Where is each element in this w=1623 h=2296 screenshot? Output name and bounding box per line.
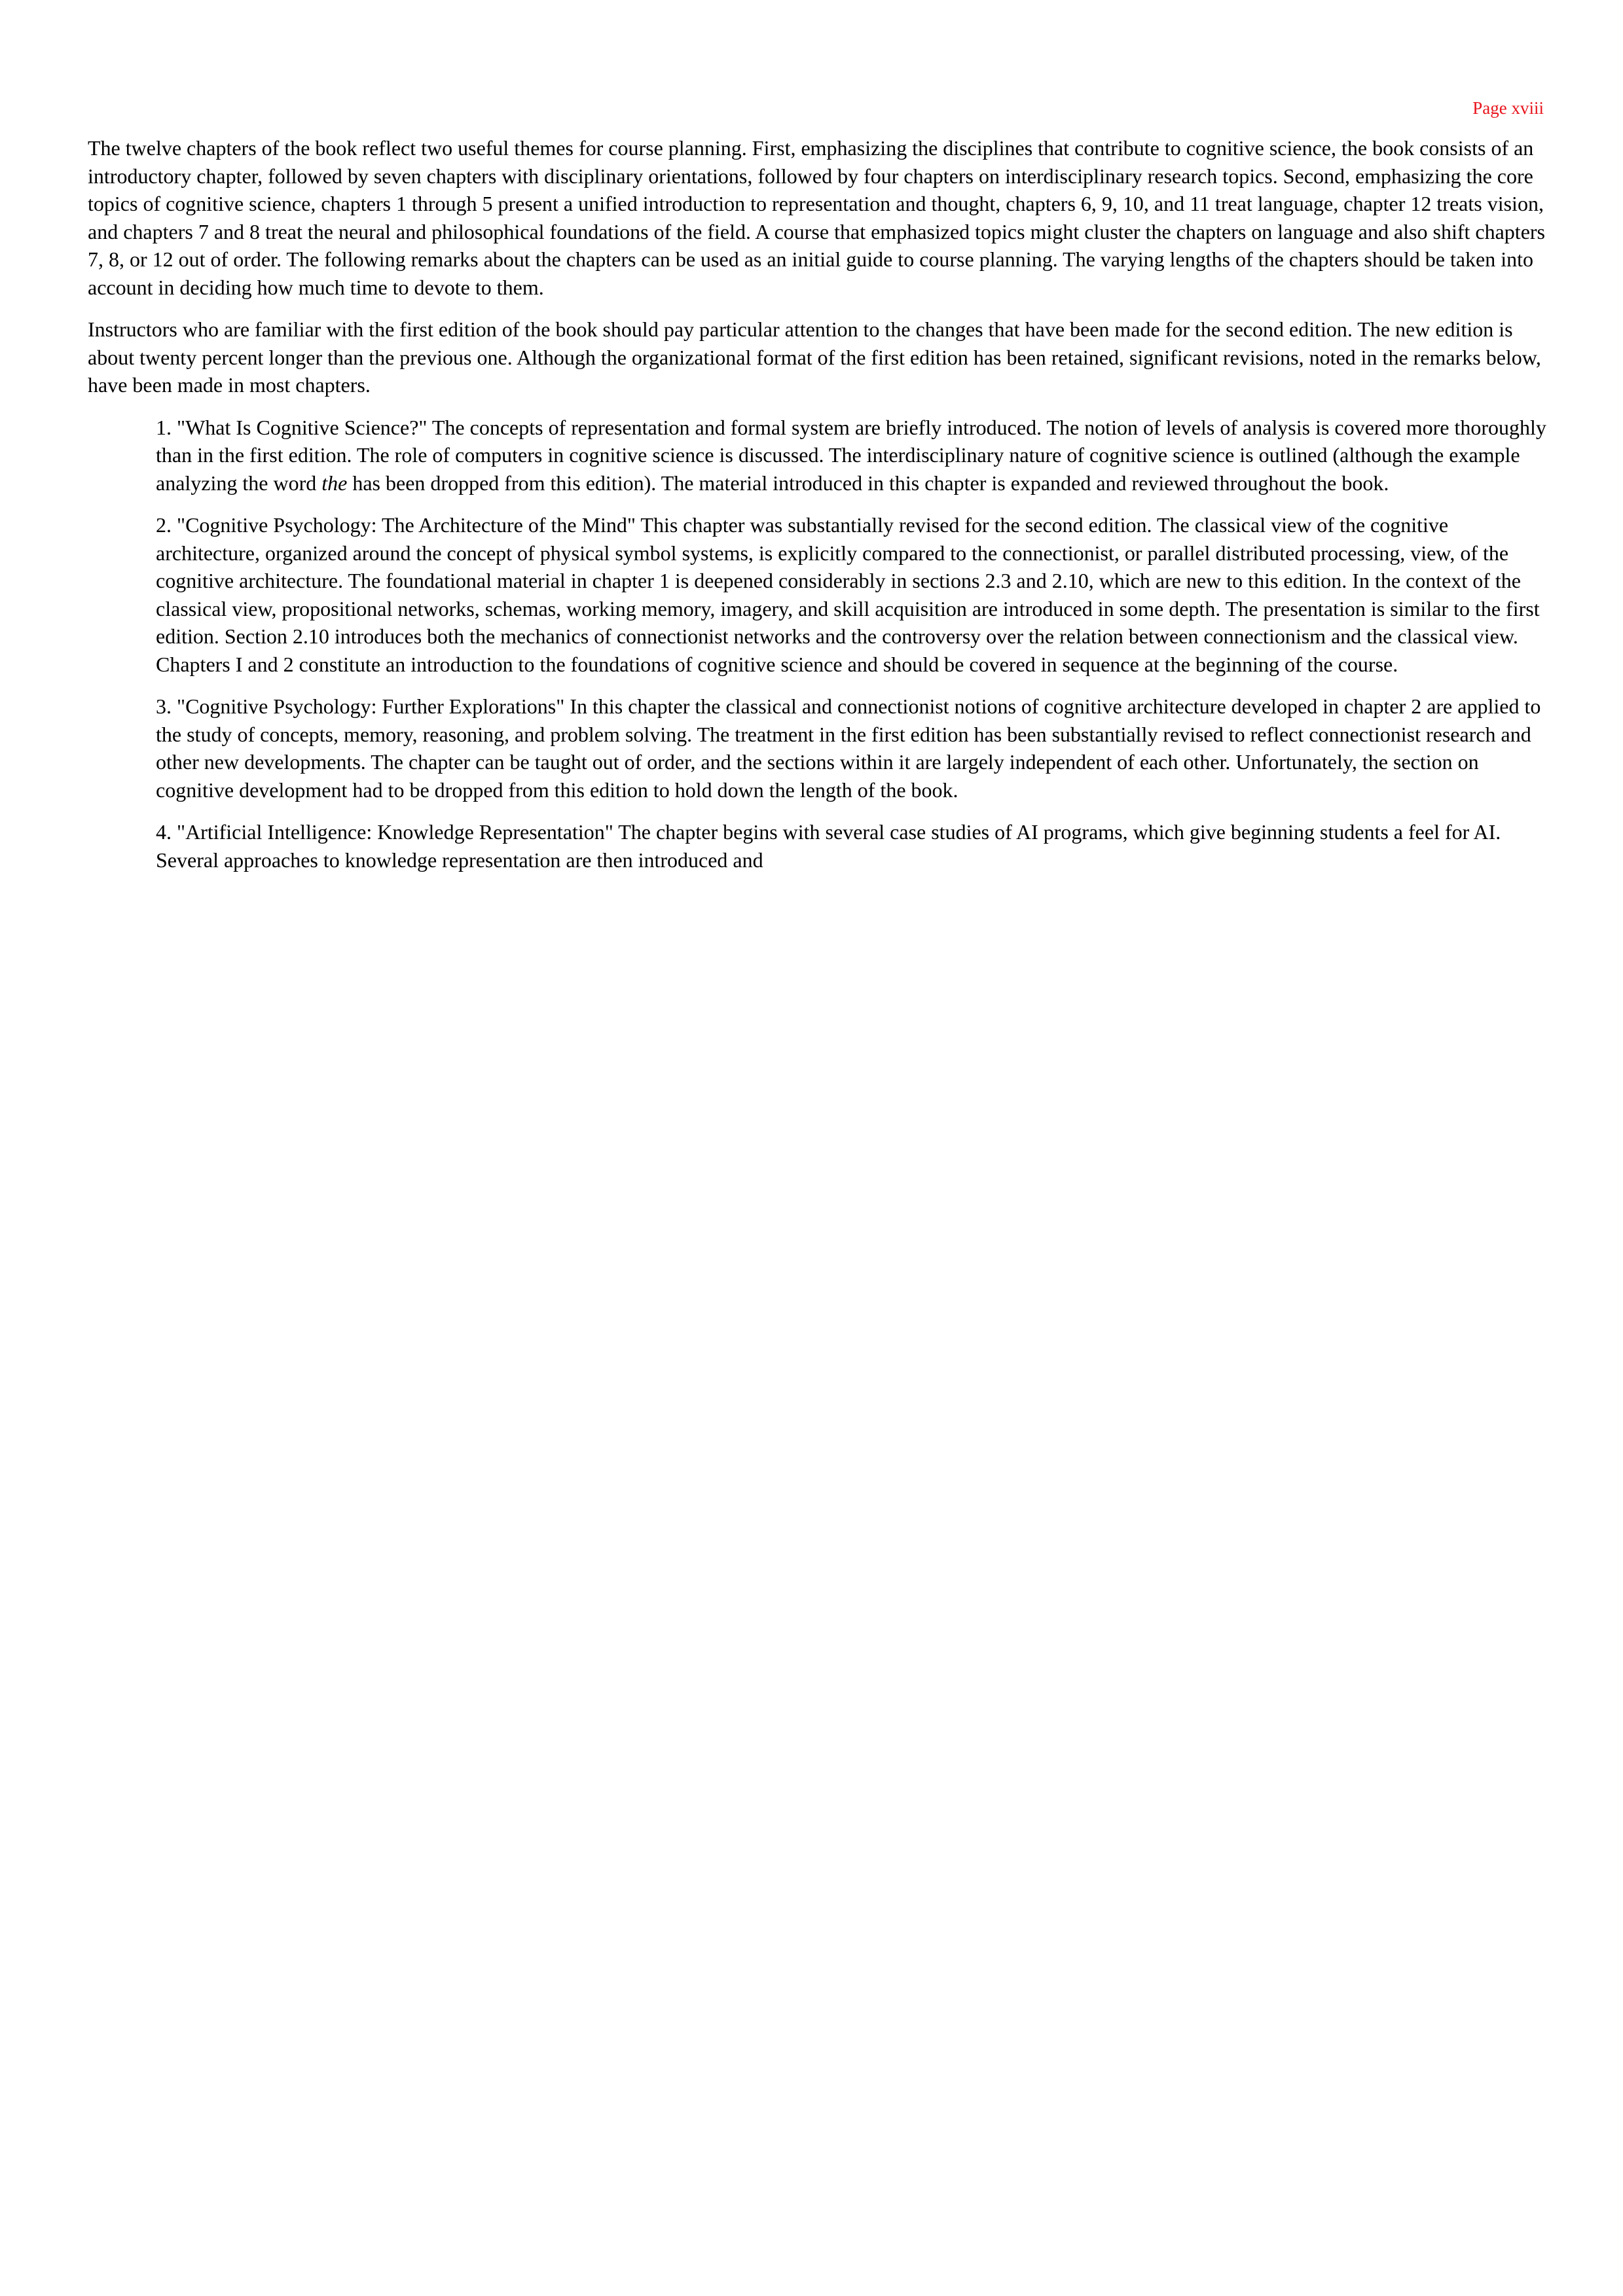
intro-paragraph-themes: The twelve chapters of the book reflect two useful themes for course planning. First, emphasizing the disciplines that contribute to cognitive science, the book consists of an introductory chapter, followed by seven chapters with disciplinary orientations, followed by four chapters on interdisciplinary research topics. Second, emphasizing the core topics of cognitive science, chapters 1 through 5 present a unified introduction to representation and thought, chapters 6, 9, 10, and 11 treat language, chapter 12 treats vision, and chapters 7 and 8 treat the neural and philosophical foundations of the field. A course that emphasized topics might cluster the chapters on language and also shift chapters 7, 8, or 12 out of order. The following remarks about the chapters can be used as an initial guide to course planning. The varying lengths of the chapters should be taken into account in deciding how much time to devote to them. — [88, 136, 1545, 299]
chapter-remark-1-emphasis: the — [321, 471, 348, 495]
chapter-remark-4: 4. "Artificial Intelligence: Knowledge Representation" The chapter begins with several case studies of AI programs, which give beginning students a feel for AI. Several approaches to knowledge representation are then introduced and — [156, 820, 1501, 872]
page-number: Page xviii — [1472, 98, 1544, 118]
intro-paragraph-second-edition: Instructors who are familiar with the first edition of the book should pay particular attention to the changes that have been made for the second edition. The new edition is about twenty percent longer than the previous one. Although the organizational format of the first edition has been retained, significant revisions, noted in the remarks below, have been made in most chapters. — [88, 317, 1541, 397]
body-text — [88, 134, 1546, 888]
chapter-remark-3: 3. "Cognitive Psychology: Further Explorations" In this chapter the classical and connectionist notions of cognitive architecture developed in chapter 2 are applied to the study of concepts, memory, reasoning, and problem solving. The treatment in the first edition has been substantially revised to reflect connectionist research and other new developments. The chapter can be taught out of order, and the sections within it are largely independent of each other. Unfortunately, the section on cognitive development had to be dropped from this edition to hold down the length of the book. — [156, 694, 1541, 802]
chapter-remark-1-text-before: 1. "What Is Cognitive Science?" The concepts of representation and formal system are briefly introduced. The notion of levels of analysis is covered more thoroughly than in the first edition. The role of computers in cognitive science is discussed. The interdisciplinary nature of cognitive science is outlined (although the example analyzing the word — [156, 415, 1546, 495]
chapter-remark-1 — [156, 414, 1546, 497]
chapter-remark-2: 2. "Cognitive Psychology: The Architecture of the Mind" This chapter was substantially revised for the second edition. The classical view of the cognitive architecture, organized around the concept of physical symbol systems, is explicitly compared to the connectionist, or parallel distributed processing, view, of the cognitive architecture. The foundational material in chapter 1 is deepened considerably in sections 2.3 and 2.10, which are new to this edition. In the context of the classical view, propositional networks, schemas, working memory, imagery, and skill acquisition are introduced in some depth. The presentation is similar to the first edition. Section 2.10 introduces both the mechanics of connectionist networks and the controversy over the relation between connectionism and the classical view. Chapters I and 2 constitute an introduction to the foundations of cognitive science and should be covered in sequence at the beginning of the course. — [156, 513, 1540, 676]
chapter-remark-1-text-after: has been dropped from this edition). The material introduced in this chapter is expanded and reviewed throughout the book. — [347, 471, 1389, 495]
chapter-remarks-list — [88, 414, 1546, 874]
